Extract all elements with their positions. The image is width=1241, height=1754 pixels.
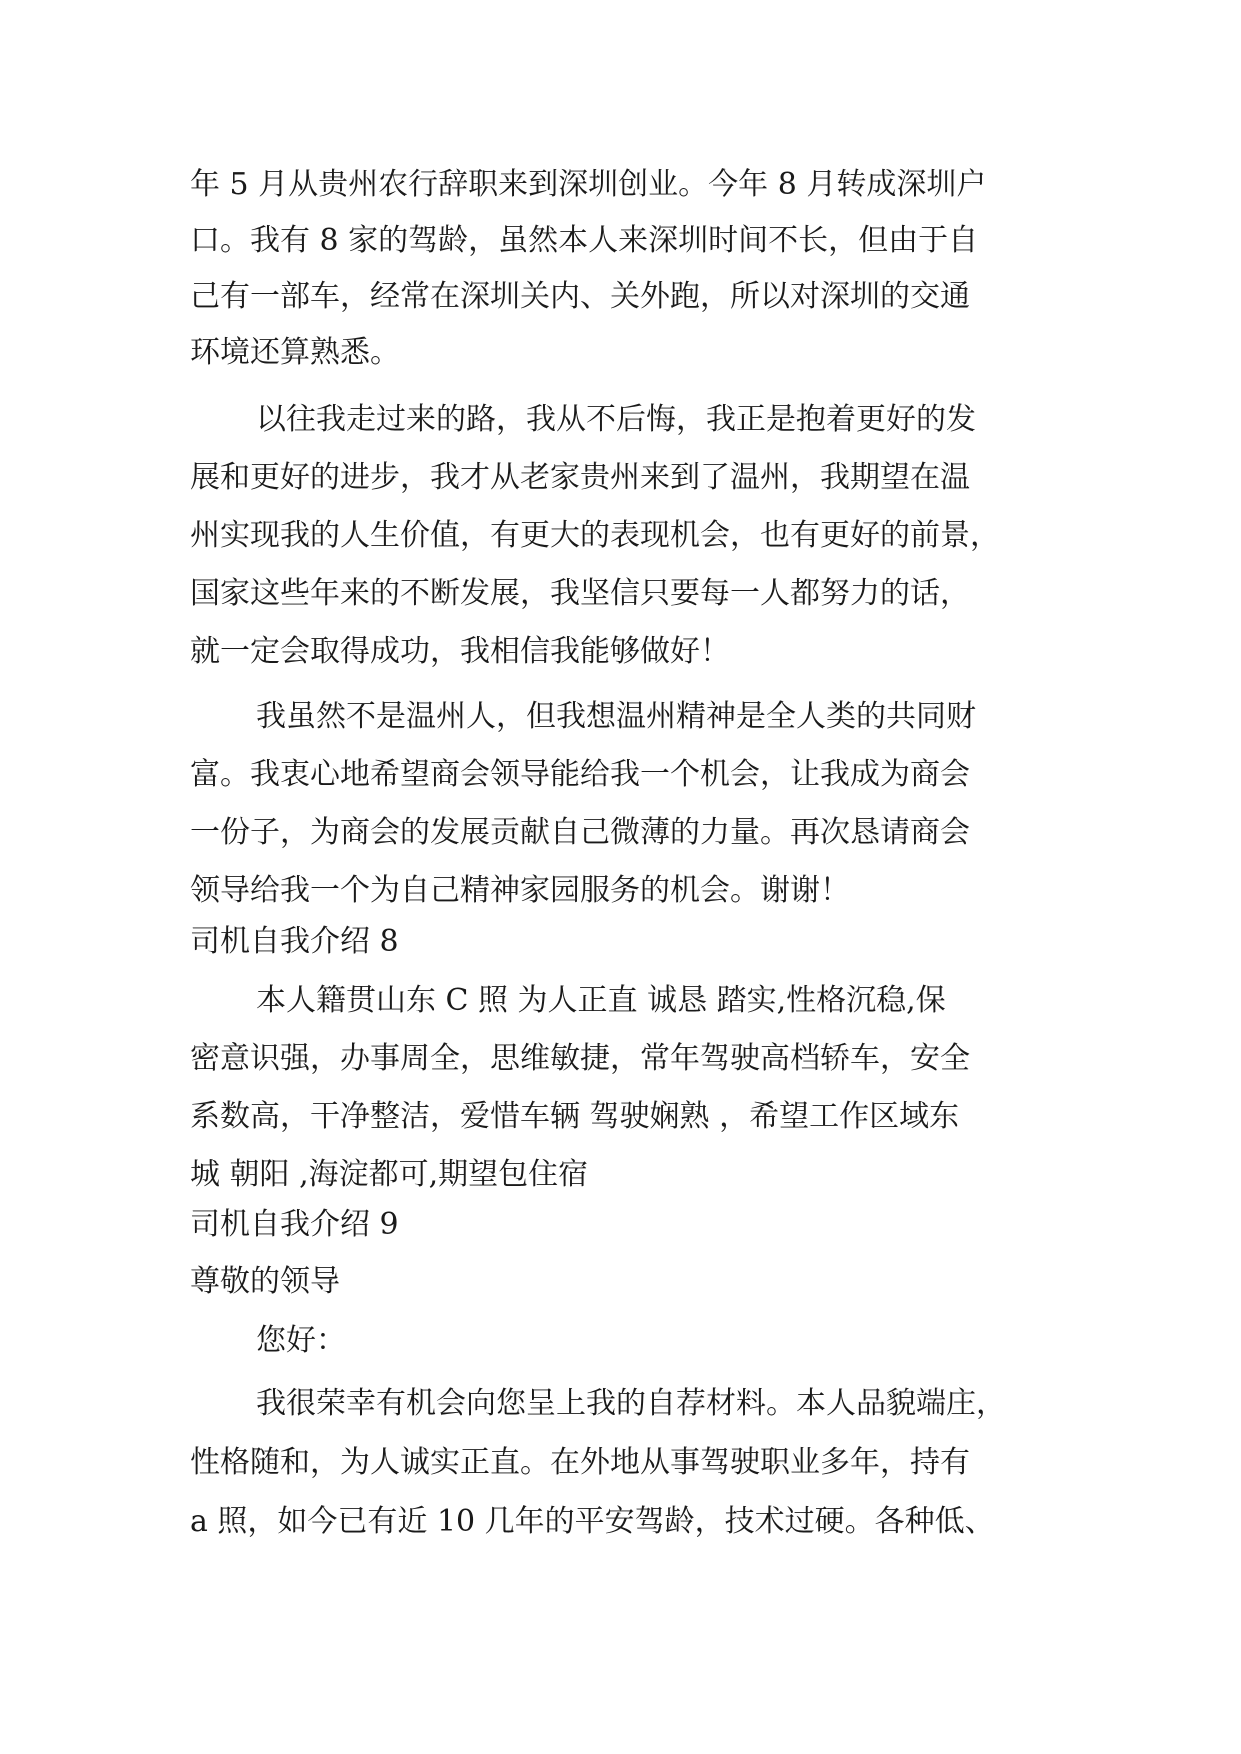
- paragraph-line: 密意识强，办事周全，思维敏捷，常年驾驶高档轿车，安全: [190, 1041, 970, 1076]
- paragraph-line: 本人籍贯山东 C 照 为人正直 诚恳 踏实,性格沉稳,保: [256, 983, 946, 1018]
- salutation: 尊敬的领导: [190, 1264, 340, 1299]
- paragraph-line: 就一定会取得成功，我相信我能够做好！: [190, 634, 730, 669]
- paragraph-line: 系数高，干净整洁，爱惜车辆 驾驶娴熟 ，希望工作区域东: [190, 1099, 960, 1134]
- paragraph-line: 我很荣幸有机会向您呈上我的自荐材料。本人品貌端庄，: [256, 1386, 1006, 1421]
- paragraph-line: 富。我衷心地希望商会领导能给我一个机会，让我成为商会: [190, 757, 970, 792]
- paragraph-line: 以往我走过来的路，我从不后悔，我正是抱着更好的发: [256, 402, 976, 437]
- greeting: 您好：: [256, 1323, 346, 1358]
- paragraph-line: 环境还算熟悉。: [190, 335, 400, 370]
- paragraph-line: 领导给我一个为自己精神家园服务的机会。谢谢！: [190, 873, 850, 908]
- paragraph-line: 城 朝阳 ,海淀都可,期望包住宿: [190, 1157, 589, 1192]
- paragraph-line: 口。我有 8 家的驾龄，虽然本人来深圳时间不长，但由于自: [190, 223, 979, 258]
- paragraph-line: 州实现我的人生价值，有更大的表现机会，也有更好的前景，: [190, 518, 1000, 553]
- section-heading: 司机自我介绍 8: [190, 924, 399, 959]
- paragraph-line: 我虽然不是温州人，但我想温州精神是全人类的共同财: [256, 699, 976, 734]
- paragraph-line: 一份子，为商会的发展贡献自己微薄的力量。再次恳请商会: [190, 815, 970, 850]
- paragraph-line: 展和更好的进步，我才从老家贵州来到了温州，我期望在温: [190, 460, 970, 495]
- paragraph-line: 己有一部车，经常在深圳关内、关外跑，所以对深圳的交通: [190, 279, 970, 314]
- paragraph-line: 性格随和，为人诚实正直。在外地从事驾驶职业多年，持有: [190, 1445, 970, 1480]
- paragraph-line: a 照，如今已有近 10 几年的平安驾龄，技术过硬。各种低、: [190, 1504, 995, 1539]
- section-heading: 司机自我介绍 9: [190, 1207, 399, 1242]
- paragraph-line: 国家这些年来的不断发展，我坚信只要每一人都努力的话，: [190, 576, 970, 611]
- paragraph-line: 年 5 月从贵州农行辞职来到深圳创业。今年 8 月转成深圳户: [190, 167, 987, 202]
